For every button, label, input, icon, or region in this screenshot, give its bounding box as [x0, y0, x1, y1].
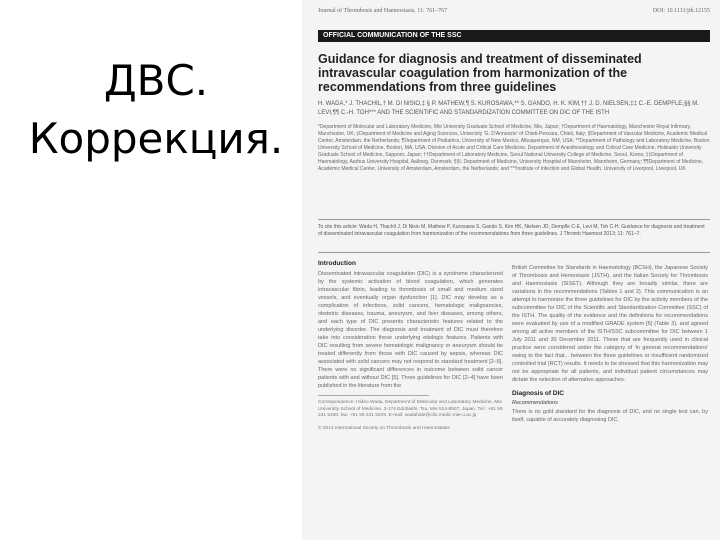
official-communication-banner: OFFICIAL COMMUNICATION OF THE SSC	[318, 30, 710, 42]
journal-article-image	[302, 0, 720, 540]
diagnosis-paragraph: There is no gold standard for the diagnosis of DIC, and no single test can, by itself, capable of accurately diagnosing DIC.	[512, 409, 708, 423]
footnote-divider	[318, 395, 429, 396]
article-title: Guidance for diagnosis and treatment of disseminated intravascular coagulation from harmonization of the recommendations from three guidelines	[318, 52, 642, 94]
divider-bottom	[318, 252, 710, 253]
right-paragraph: British Committee for Standards in Haematology (BCSH), the Japanese Society of Thrombosis and Hemostasis (JSTH), and the Italian Society for Thrombosis and Haemostasis (SISET). Although they are broadly similar, there are variations in the recommendations (Tables 1 and 2). This communication is an attempt to harmonize the three guidelines for DIC by the activity members of the subcommittee for DIC of the Scientific and Standardization Committee (SSC) of the ISTH. The quality of the evidence and the definitions for recommendations were evaluated by use of a modified GRADE system [6] (Table 3), and agreed among all active members of the ISTH/SSC subcommittee for DIC between 1 July 2011 and 30 December 2011. These that are frequently used in clinical practice were considered under the category of 'in general recommendations' owing to the fact that... between the three guidelines or insufficient randomized controlled trial (RCT) results. It needs to be stressed that this harmonization may not be appropriate for all patients, and individual patient circumstances may dictate the selection of alternative approaches.	[512, 265, 708, 383]
slide-title-line2: Коррекция.	[28, 114, 284, 163]
right-column	[512, 264, 708, 530]
affiliations: *Department of Molecular and Laboratory Medicine, Mie University Graduate School of Medicine, Mie, Japan; †Department of Haematology, Manchester Royal Infirmary, Manchester, UK; ‡Department of Medicine and Aging Sciences, University 'G. D'Annunzio' of Chieti-Pescara, Chieti, Italy; §Department of Vascular Medicine, Academic Medical Center, Amsterdam, the Netherlands; ¶Department of Pediatrics, University of New Mexico, Albuquerque, NM, USA; **Department of Pathology and Laboratory Medicine, Boston University School of Medicine, Boston, MA, USA; Division of Acute and Critical Care Medicine, Department of Anesthesiology and Critical Care Medicine, Hokkaido University Graduate School of Medicine, Sapporo, Japan; ††Department of Laboratory Medicine, Seoul National University College of Medicine, Seoul, Korea; ‡‡Department of Haematology, Aarhus University Hospital, Aalborg, Denmark; §§I. Department of Medicine, University Hospital of Mannheim, Mannheim, Germany; ¶¶Department of Medicine, Academic Medical Center, University of Amsterdam, Amsterdam, the Netherlands; and ***Institute of Infection and Global Health, University of Liverpool, Liverpool, UK	[318, 124, 710, 172]
journal-header	[318, 8, 710, 14]
left-column	[318, 260, 503, 530]
slide-title	[22, 52, 290, 168]
copyright-line: © 2013 International Society on Thrombosis and Haemostasis	[318, 425, 450, 431]
author-list: H. WADA,* J. THACHIL,† M. DI NISIO,‡ § P. MATHEW,¶ S. KUROSAWA,** S. GANDO, H. K. KIM,†† J. D. NIELSEN,‡‡ C.-E. DEMPFLE,§§ M. LEVI,¶¶ C.-H. TOH*** AND THE SCIENTIFIC AND STANDARDIZATION COMMITTEE ON DIC OF THE ISTH	[318, 101, 699, 116]
intro-heading: Introduction	[318, 260, 356, 267]
divider-top	[318, 219, 710, 220]
recommendations-subheading: Recommendations	[512, 400, 558, 406]
journal-name: Journal of Thrombosis and Haemostasis, 11: 761–767	[318, 8, 448, 14]
correspondence-note: Correspondence: Hideo Wada, Department of Molecular and Laboratory Medicine, Mie University School of Medicine, 2-174 Edobashi, Tsu, Mie 514-8507, Japan. Tel.: +81 59 231 5330; fax: +81 59 231 5229. E-mail: wadahide@clin.medic.mie-u.ac.jp	[318, 400, 503, 418]
intro-paragraph: Disseminated intravascular coagulation (DIC) is a syndrome characterized by the systemic activation of blood coagulation, which generates intravascular fibrin, leading to thrombosis of small and medium sized vessels, and eventually organ dysfunction [1]. DIC may develop as a complication of infections, solid cancers, hematologic malignancies, obstetric diseases, trauma, aneurysm, and liver diseases, among others, and each type of DIC presents characteristic features related to the underlying disorder. The diagnosis and treatment of DIC must therefore take into consideration these underlying etiologic features. Patients with DIC resulting from severe hematologic malignancy or aneurysm should be treated differently from those with DIC caused by sepsis, whereas DIC associated with solid cancers may not respond to standard treatment [2–5]. There were no significant differences in outcome between solid cancer patients with and without DIC [5]. Three guidelines for DIC [2–4] have been published in the literature from the	[318, 271, 503, 389]
slide-title-line1: ДВС.	[103, 56, 209, 105]
citation-block: To cite this article: Wada H, Thachil J, Di Nisio M, Mathew P, Kurosawa S, Gando S, Kim HK, Nielsen JD, Dempfle C-E, Levi M, Toh C-H. Guidance for diagnosis and treatment of disseminated intravascular coagulation from harmonization of the recommendations from three guidelines. J Thromb Haemost 2013; 11: 761–7.	[318, 224, 705, 237]
doi-label: DOI: 10.1111/jth.12155	[652, 8, 710, 14]
diagnosis-heading: Diagnosis of DIC	[512, 390, 565, 397]
